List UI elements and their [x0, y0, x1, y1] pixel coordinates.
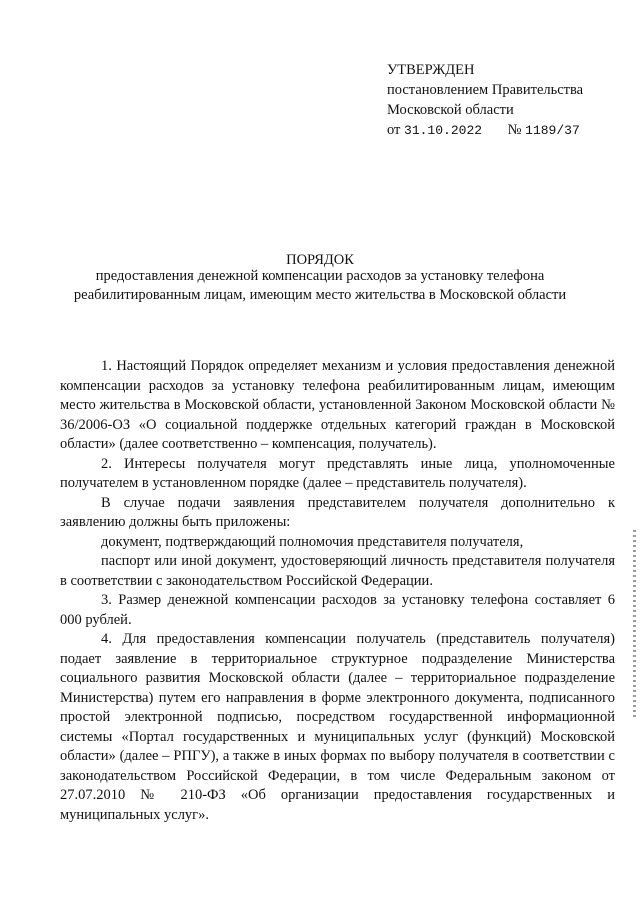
approval-number: 1189/37: [525, 123, 580, 138]
paragraph-2: 2. Интересы получателя могут представлять иные лица, уполномоченные получателем в установленном порядке (далее – представитель получателя).: [60, 455, 615, 491]
subtitle-line-2: реабилитированным лицам, имеющим место жительства в Московской области: [73, 287, 567, 303]
paragraph-4: документ, подтверждающий полномочия представителя получателя,: [101, 533, 524, 550]
approval-date-line: [387, 120, 627, 141]
margin-scan-mark: [633, 530, 636, 720]
approval-authority: постановлением Правительства: [387, 82, 584, 98]
paragraph-3: В случае подачи заявления представителем получателя дополнительно к заявлению должны быть приложены:: [60, 494, 615, 530]
paragraph-1: 1. Настоящий Порядок определяет механизм и условия предоставления денежной компенсации расходов за установку телефона реабилитированным лицам, имеющим место жительства в Московской области, установленной Законом Московской области № 36/2006-ОЗ «О социальной поддержке отдельных категорий граждан в Московской области» (далее соответственно – компенсация, получатель).: [60, 358, 615, 452]
document-subtitle: [60, 267, 580, 305]
approval-date-prefix: от: [387, 122, 401, 138]
approval-heading: УТВЕРЖДЕН: [387, 62, 475, 78]
paragraph-7: 4. Для предоставления компенсации получатель (представитель получателя) подает заявление в территориальное структурное подразделение Министерства социального развития Московской области (далее – территориальное подразделение Министерства) путем его направления в форме электронного документа, подписанного простой электронной подписью, посредством государственной информационной системы «Портал государственных и муниципальных услуг (функций) Московской области» (далее – РПГУ), а также в иных формах по выбору получателя в соответствии с законодательством Российской Федерации, в том числе Федеральным законом от 27.07.2010 № 210-ФЗ «Об организации предоставления государственных и муниципальных услуг».: [60, 631, 615, 823]
subtitle-line-1: предоставления денежной компенсации расходов за установку телефона: [95, 268, 545, 284]
approval-region: Московской области: [387, 102, 514, 118]
approval-date: 31.10.2022: [404, 123, 483, 138]
paragraph-5: паспорт или иной документ, удостоверяющий личность представителя получателя в соответствии с законодательством Российской Федерации.: [60, 553, 615, 589]
approval-stamp: [387, 60, 627, 141]
document-title: ПОРЯДОК: [286, 252, 354, 268]
approval-number-sign: №: [507, 122, 522, 138]
document-body: [60, 357, 615, 825]
paragraph-6: 3. Размер денежной компенсации расходов за установку телефона составляет 6 000 рублей.: [60, 592, 615, 628]
